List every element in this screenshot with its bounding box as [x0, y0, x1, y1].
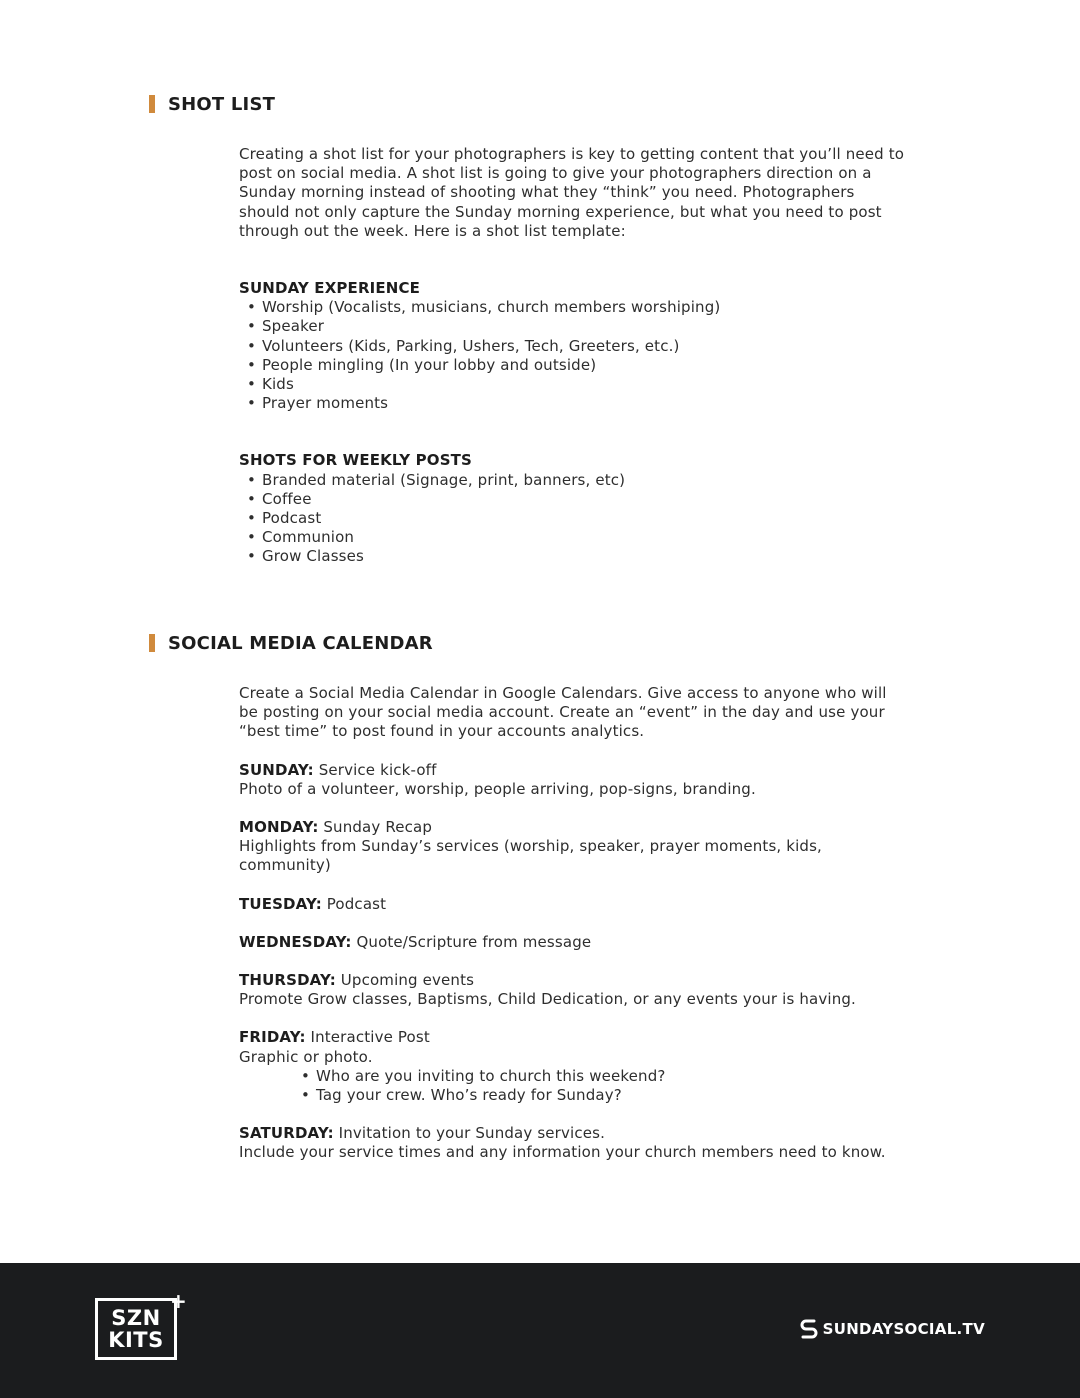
sunday-experience-heading: SUNDAY EXPERIENCE [239, 279, 421, 298]
list-item: • Prayer moments [239, 394, 909, 413]
list-item: • Coffee [239, 490, 909, 509]
footer [0, 1263, 1080, 1398]
weekly-posts-heading: SHOTS FOR WEEKLY POSTS [239, 451, 472, 470]
day-wednesday [239, 933, 909, 952]
friday-list [239, 1067, 909, 1105]
list-item: • Volunteers (Kids, Parking, Ushers, Tech, Greeters, etc.) [239, 337, 909, 356]
list-item: • Kids [239, 375, 909, 394]
day-desc: Include your service times and any information your church members need to know. [239, 1143, 886, 1162]
day-topic: Interactive Post [305, 1028, 430, 1047]
list-item: • Communion [239, 528, 909, 547]
section-accent-bar [149, 95, 155, 113]
day-topic: Service kick-off [313, 760, 437, 779]
shot-list-intro: Creating a shot list for your photographers is key to getting content that you’ll need to post on social media. A shot list is going to give your photographers direction on a Sunday morning instead of shooting what they “think” you need. Photographers should not only capture the Sunday morning experience, but what you need to post through out the week. Here is a shot list template: [239, 145, 905, 240]
calendar-intro: Create a Social Media Calendar in Google Calendars. Give access to anyone who will be posting on your social media account. Create an “event” in the day and use your “best time” to post found in your accounts analytics. [239, 684, 887, 741]
day-label: THURSDAY: [239, 971, 336, 990]
section-accent-bar [149, 634, 155, 652]
shot-list-title: SHOT LIST [168, 93, 276, 115]
shot-list-content [239, 145, 909, 567]
day-topic: Upcoming events [335, 971, 475, 990]
day-topic: Sunday Recap [318, 818, 433, 837]
brand-text: SUNDAYSOCIAL.TV [822, 1320, 985, 1338]
list-item: • Who are you inviting to church this weekend? [239, 1067, 909, 1086]
day-saturday [239, 1124, 909, 1143]
logo-line-1: SZN [111, 1306, 161, 1330]
szn-kits-logo [95, 1298, 177, 1360]
sundaysocial-brand [800, 1318, 985, 1340]
calendar-title: SOCIAL MEDIA CALENDAR [168, 632, 433, 654]
day-sunday [239, 761, 909, 780]
list-item: • Worship (Vocalists, musicians, church members worshiping) [239, 298, 909, 317]
list-item: • Grow Classes [239, 547, 909, 566]
list-item: • Tag your crew. Who’s ready for Sunday? [239, 1086, 909, 1105]
day-label: SUNDAY: [239, 760, 314, 779]
list-item: • Podcast [239, 509, 909, 528]
list-item: • Speaker [239, 317, 909, 336]
logo-plus-icon: + [170, 1289, 187, 1313]
sundaysocial-s-icon [800, 1318, 818, 1340]
logo-line-2: KITS [108, 1328, 164, 1352]
day-tuesday [239, 895, 909, 914]
day-desc: Promote Grow classes, Baptisms, Child Dedication, or any events your is having. [239, 990, 856, 1009]
day-desc: Photo of a volunteer, worship, people arriving, pop-signs, branding. [239, 779, 756, 798]
day-label: WEDNESDAY: [239, 932, 352, 951]
sunday-experience-list [239, 298, 909, 413]
day-label: TUESDAY: [239, 894, 322, 913]
weekly-posts-list [239, 471, 909, 567]
day-label: MONDAY: [239, 818, 319, 837]
shot-list-heading [149, 94, 275, 114]
day-label: FRIDAY: [239, 1028, 306, 1047]
day-topic: Invitation to your Sunday services. [333, 1124, 605, 1143]
list-item: • Branded material (Signage, print, banners, etc) [239, 471, 909, 490]
day-topic: Quote/Scripture from message [351, 932, 592, 951]
day-desc: Highlights from Sunday’s services (worship, speaker, prayer moments, kids, community) [239, 837, 822, 875]
calendar-content [239, 684, 909, 1163]
day-thursday [239, 971, 909, 990]
day-friday [239, 1028, 909, 1047]
day-desc: Graphic or photo. [239, 1047, 373, 1066]
day-label: SATURDAY: [239, 1124, 334, 1143]
calendar-heading [149, 633, 433, 653]
day-monday [239, 818, 909, 837]
day-topic: Podcast [321, 894, 387, 913]
list-item: • People mingling (In your lobby and outside) [239, 356, 909, 375]
